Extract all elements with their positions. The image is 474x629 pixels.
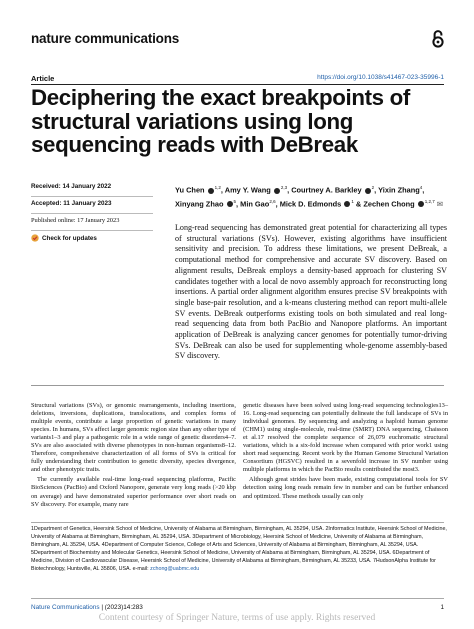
author-affiliation-sup: 4 bbox=[419, 185, 423, 190]
journal-name: nature communications bbox=[31, 31, 180, 46]
footer-citation bbox=[31, 604, 143, 611]
affiliations-divider bbox=[31, 522, 444, 523]
email-icon[interactable]: ✉ bbox=[436, 199, 443, 209]
orcid-icon[interactable] bbox=[208, 188, 214, 194]
accepted-date: Accepted: 11 January 2023 bbox=[31, 197, 153, 214]
orcid-icon[interactable] bbox=[227, 201, 233, 207]
abstract-divider bbox=[31, 385, 444, 386]
author-list: Yu Chen $^{1,2}$, Amy Y. Wang $^{2,3}$, Courtney A. Barkley $^2$, Yixin Zhang$^4$, Xinyang Zhao $^5$, Min Gao$^{2,6}$, Mick D. Edmonds $^1$ & Zechen Chong $^{1,2,7}$ ✉ bbox=[175, 185, 443, 209]
body-column-right bbox=[243, 402, 448, 503]
open-access-icon bbox=[432, 29, 444, 49]
author-affiliation-sup: 2 bbox=[371, 185, 375, 190]
body-paragraph: The currently available real-time long-read sequencing platforms, Pacific BioSciences (PacBio) and Oxford Nanopore, generate very long reads (>20 kbp on average) and have demonstrated superior performance over short reads on SV discovery. For example, many rare bbox=[31, 476, 236, 508]
footer-divider bbox=[31, 598, 444, 599]
abstract: Long-read sequencing has demonstrated great potential for characterizing all types of structural variations (SVs). However, existing algorithms have insufficient sensitivity and precision. To address these limitations, we present DeBreak, a computational method for comprehensive and accurate SV discovery. Based on alignment results, DeBreak employs a density-based approach for clustering SV candidates together with a local de novo assembly approach for reconstructing long insertions. A partial order alignment algorithm ensures precise SV breakpoints with single base-pair resolution, and a k-means clustering method can report multi-allele SV events. DeBreak outperforms existing tools on both simulated and real long-read sequencing data from both PacBio and Nanopore platforms. An important application of DeBreak is analyzing cancer genomes for potentially tumor-driving SVs. DeBreak can also be used for supplementing whole-genome assembly-based SV discovery. bbox=[175, 223, 447, 361]
check-updates-button[interactable] bbox=[31, 234, 153, 242]
check-updates-label: Check for updates bbox=[42, 234, 97, 242]
affiliations-text: 1Department of Genetics, Heersink School of Medicine, University of Alabama at Birmingham, Birmingham, AL 35294, USA. 2Informatics Institute, Heersink School of Medicine, University of Alabama at Birmingham, Birmingham, AL 35294, USA. 3Department of Microbiology, Heersink School of Medicine, University of Alabama at Birmingham, Birmingham, AL 35294, USA. 4Department of Computer Science, College of Arts and Sciences, University of Alabama at Birmingham, Birmingham, AL 35294, USA. 5Department of Biochemistry and Molecular Genetics, Heersink School of Medicine, University of Alabama at Birmingham, Birmingham, AL 35294, USA. 6Department of Medicine, Division of Cardiovascular Disease, Heersink School of Medicine, University of Alabama at Birmingham, Birmingham, AL 35233, USA. 7HudsonAlpha Institute for Biotechnology, Huntsville, AL 35806, USA. bbox=[31, 526, 447, 572]
orcid-icon[interactable] bbox=[274, 188, 280, 194]
author-name[interactable]: Zechen Chong bbox=[363, 199, 415, 209]
author-name[interactable]: Yixin Zhang bbox=[378, 185, 420, 195]
orcid-icon[interactable] bbox=[418, 201, 424, 207]
author-affiliation-sup: 1,2 bbox=[214, 185, 221, 190]
author-name[interactable]: Amy Y. Wang bbox=[224, 185, 271, 195]
email-label: e-mail: bbox=[132, 565, 149, 572]
courtesy-watermark: Content courtesy of Springer Nature, terms of use apply. Rights reserved bbox=[98, 613, 376, 623]
affiliations bbox=[31, 526, 447, 574]
page-number: 1 bbox=[440, 604, 444, 611]
orcid-icon[interactable] bbox=[365, 188, 371, 194]
author-affiliation-sup: 1 bbox=[351, 198, 354, 204]
body-paragraph: Structural variations (SVs), or genomic rearrangements, including insertions, deletions, inversions, duplications, translocations, and complex forms of multiple events, contribute a large proportion of genetic variations in many species. In humans, SVs affect larger genomic region size than any other type of variants1–3 and play a pathogenic role in a wide range of genetic disorders4–7. SVs are also associated with diverse phenotypes in non-human organisms8–12. Therefore, comprehensive characterization of all forms of SVs is critical for fully understanding their contribution to genetic diversity, species divergence, and other phenotypic traits. bbox=[31, 402, 236, 474]
received-date: Received: 14 January 2022 bbox=[31, 180, 153, 197]
check-updates-icon bbox=[31, 234, 39, 242]
author-affiliation-sup: 5 bbox=[233, 198, 237, 204]
author-name[interactable]: Yu Chen bbox=[175, 185, 205, 195]
author-name[interactable]: Courtney A. Barkley bbox=[291, 185, 362, 195]
author-affiliation-sup: 2,3 bbox=[280, 185, 288, 190]
footer-journal-name[interactable]: Nature Communications bbox=[31, 604, 100, 611]
author-name[interactable]: Mick D. Edmonds bbox=[279, 199, 342, 209]
body-paragraph: Although great strides have been made, existing computational tools for SV detection using long reads remain few in number and can be further enhanced and optimized. These methods usually can only bbox=[243, 476, 448, 500]
dates-panel bbox=[31, 180, 153, 242]
published-date: Published online: 17 January 2023 bbox=[31, 214, 153, 231]
body-column-left bbox=[31, 402, 236, 511]
article-title: Deciphering the exact breakpoints of structural variations using long sequencing reads with DeBreak bbox=[31, 85, 410, 157]
footer-citation-text: | (2023)14:283 bbox=[101, 604, 143, 611]
author-name[interactable]: Xinyang Zhao bbox=[175, 199, 224, 209]
orcid-icon[interactable] bbox=[344, 201, 350, 207]
corresponding-email-link[interactable]: zchong@uabmc.edu bbox=[150, 565, 200, 572]
doi-link[interactable]: https://doi.org/10.1038/s41467-023-35996-1 bbox=[317, 74, 444, 81]
author-affiliation-sup: 2,6 bbox=[269, 198, 276, 204]
body-paragraph: genetic diseases have been solved using long-read sequencing technologies13–16. Long-read sequencing can potentially delineate the full landscape of SVs in individual genomes. By sequencing and analyzing a haploid human genome (CHM1) using single-molecule, real-time (SMRT) DNA sequencing, Chaisson et al.17 resolved the complete sequence of 26,079 euchromatic structural variations, which is a six-fold increase when compared with prior work1 using short read sequencing. Recent work by the Human Genome Structural Variation Consortium (HGSVC) resulted in a sevenfold increase in SV number using multiple platforms in which the PacBio results contributed the most3. bbox=[243, 402, 448, 474]
author-name[interactable]: Min Gao bbox=[240, 199, 270, 209]
author-affiliation-sup: 1,2,7 bbox=[424, 198, 435, 204]
article-type-label: Article bbox=[31, 74, 55, 83]
